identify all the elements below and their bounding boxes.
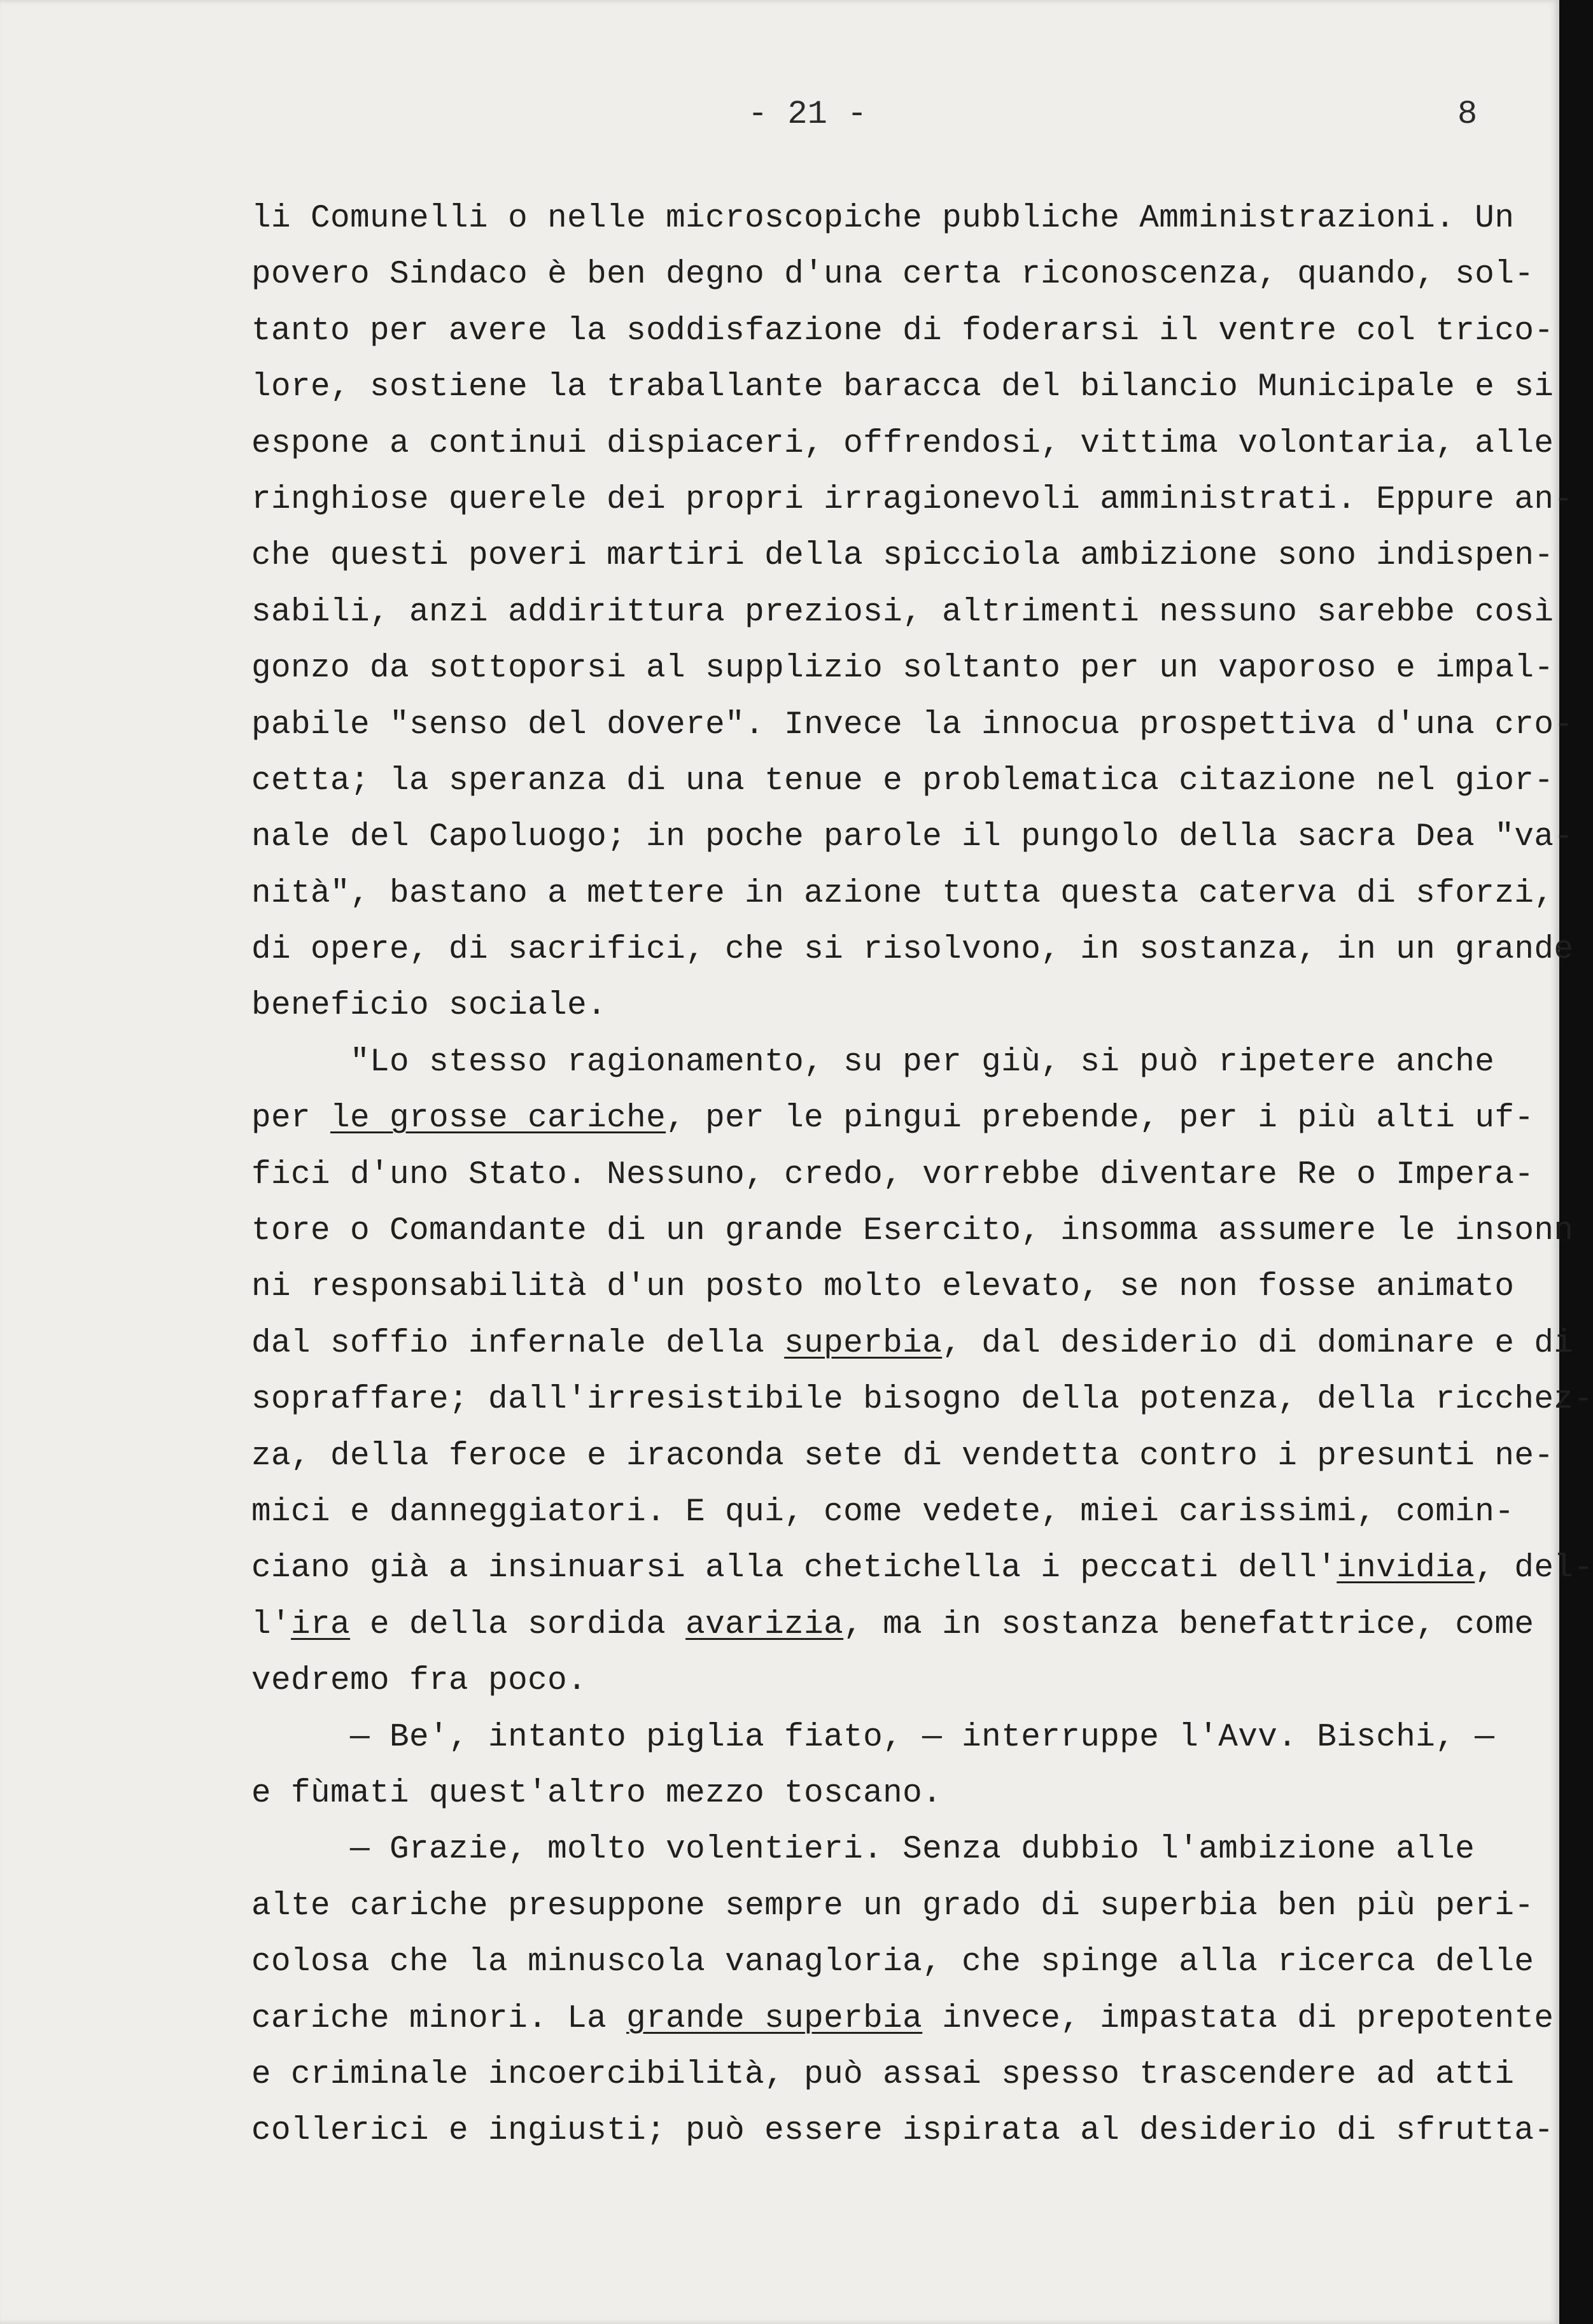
text-run: gonzo da sottoporsi al supplizio soltanto per un vaporoso e impal- bbox=[251, 650, 1554, 687]
text-line bbox=[251, 585, 1562, 641]
text-line bbox=[251, 472, 1574, 528]
text-run: "Lo stesso ragionamento, su per giù, si può ripetere anche bbox=[251, 1044, 1495, 1081]
text-run: espone a continui dispiaceri, offrendosi, vittima volontaria, alle bbox=[251, 425, 1554, 462]
text-run: e fùmati quest'altro mezzo toscano. bbox=[251, 1775, 943, 1812]
text-line bbox=[251, 1597, 1562, 1653]
text-run: vedremo fra poco. bbox=[251, 1663, 587, 1700]
text-line bbox=[251, 866, 1562, 922]
text-line bbox=[251, 753, 1562, 809]
text-line bbox=[251, 1035, 1562, 1091]
text-run: tanto per avere la soddisfazione di foderarsi il ventre col trico- bbox=[251, 312, 1554, 349]
text-run: li Comunelli o nelle microscopiche pubbliche Amministrazioni. Un bbox=[251, 200, 1515, 237]
underlined-phrase: le grosse cariche bbox=[330, 1100, 666, 1137]
text-run: di opere, di sacrifici, che si risolvono, in sostanza, in un grande bbox=[251, 932, 1574, 969]
text-run: , per le pingui prebende, per i più alti uf- bbox=[666, 1100, 1534, 1137]
text-line bbox=[251, 1316, 1574, 1372]
text-line bbox=[251, 247, 1562, 303]
text-line bbox=[251, 1879, 1562, 1935]
text-line bbox=[251, 1372, 1593, 1428]
text-line bbox=[251, 922, 1574, 978]
text-line bbox=[251, 1822, 1562, 1878]
underlined-phrase: avarizia bbox=[685, 1606, 844, 1643]
text-line bbox=[251, 528, 1562, 584]
underlined-phrase: ira bbox=[291, 1606, 351, 1643]
text-run: e criminale incoercibilità, può assai spesso trascendere ad atti bbox=[251, 2056, 1515, 2093]
sheet-number: 8 bbox=[1457, 95, 1478, 133]
underlined-phrase: invidia bbox=[1337, 1550, 1475, 1587]
page-number: - 21 - bbox=[748, 95, 867, 133]
text-line bbox=[251, 191, 1562, 247]
text-run: , dal desiderio di dominare e di bbox=[942, 1325, 1574, 1362]
text-line bbox=[251, 1541, 1593, 1597]
text-run: invece, impastata di prepotente bbox=[922, 2000, 1554, 2037]
text-run: ciano già a insinuarsi alla chetichella i peccati dell' bbox=[251, 1550, 1337, 1587]
text-line bbox=[251, 360, 1562, 416]
text-line bbox=[251, 304, 1562, 360]
text-line bbox=[251, 1653, 1562, 1709]
text-run: sopraffare; dall'irresistibile bisogno della potenza, della ricchez- bbox=[251, 1382, 1593, 1418]
text-run: povero Sindaco è ben degno d'una certa riconoscenza, quando, sol- bbox=[251, 256, 1534, 293]
text-run: fici d'uno Stato. Nessuno, credo, vorrebbe diventare Re o Impera- bbox=[251, 1156, 1534, 1193]
text-run: ni responsabilità d'un posto molto elevato, se non fosse animato bbox=[251, 1269, 1515, 1306]
text-run: cariche minori. La bbox=[251, 2000, 627, 2037]
text-run: pabile "senso del dovere". Invece la innocua prospettiva d'una cro- bbox=[251, 706, 1574, 743]
text-run: sabili, anzi addirittura preziosi, altrimenti nessuno sarebbe così bbox=[251, 594, 1554, 631]
text-run: nale del Capoluogo; in poche parole il pungolo della sacra Dea "va- bbox=[251, 819, 1574, 856]
text-line bbox=[251, 641, 1562, 697]
text-line bbox=[251, 1429, 1562, 1485]
text-line bbox=[251, 1766, 1562, 1822]
text-line bbox=[251, 1485, 1562, 1541]
text-line bbox=[251, 697, 1574, 753]
body-text bbox=[251, 191, 1593, 2160]
text-run: mici e danneggiatori. E qui, come vedete, miei carissimi, comin- bbox=[251, 1494, 1515, 1530]
text-run: za, della feroce e iraconda sete di vendetta contro i presunti ne- bbox=[251, 1438, 1554, 1474]
text-line bbox=[251, 1991, 1562, 2047]
text-run: dal soffio infernale della bbox=[251, 1325, 785, 1362]
underlined-phrase: grande superbia bbox=[626, 2000, 923, 2037]
text-line bbox=[251, 1147, 1562, 1203]
text-run: ringhiose querele dei propri irragionevoli amministrati. Eppure an- bbox=[251, 481, 1574, 518]
text-run: e della sordida bbox=[350, 1606, 686, 1643]
text-run: tore o Comandante di un grande Esercito, insomma assumere le insonn bbox=[251, 1213, 1574, 1250]
underlined-phrase: superbia bbox=[784, 1325, 943, 1362]
text-run: — Grazie, molto volentieri. Senza dubbio l'ambizione alle bbox=[251, 1831, 1475, 1868]
text-run: colosa che la minuscola vanagloria, che spinge alla ricerca delle bbox=[251, 1944, 1534, 1981]
text-run: collerici e ingiusti; può essere ispirata al desiderio di sfrutta- bbox=[251, 2113, 1554, 2150]
text-run: , ma in sostanza benefattrice, come bbox=[843, 1606, 1534, 1643]
text-line bbox=[251, 1710, 1562, 1766]
text-line bbox=[251, 809, 1574, 865]
text-run: che questi poveri martiri della spicciola ambizione sono indispen- bbox=[251, 538, 1554, 575]
text-line bbox=[251, 2047, 1562, 2103]
text-line bbox=[251, 1259, 1562, 1315]
text-line bbox=[251, 416, 1562, 472]
text-run: lore, sostiene la traballante baracca del bilancio Municipale e si bbox=[251, 369, 1554, 406]
text-run: per bbox=[251, 1100, 331, 1137]
text-run: nità", bastano a mettere in azione tutta questa caterva di sforzi, bbox=[251, 875, 1554, 912]
text-run: cetta; la speranza di una tenue e problematica citazione nel gior- bbox=[251, 762, 1554, 799]
text-line bbox=[251, 2103, 1562, 2159]
text-run: — Be', intanto piglia fiato, — interruppe l'Avv. Bischi, — bbox=[251, 1719, 1495, 1756]
text-run: alte cariche presuppone sempre un grado di superbia ben più peri- bbox=[251, 1887, 1534, 1924]
text-line bbox=[251, 978, 1562, 1034]
text-run: l' bbox=[251, 1606, 291, 1643]
text-run: beneficio sociale. bbox=[251, 988, 607, 1025]
text-line bbox=[251, 1203, 1574, 1259]
text-line bbox=[251, 1935, 1562, 1991]
text-line bbox=[251, 1091, 1562, 1147]
text-run: , del- bbox=[1475, 1550, 1593, 1587]
